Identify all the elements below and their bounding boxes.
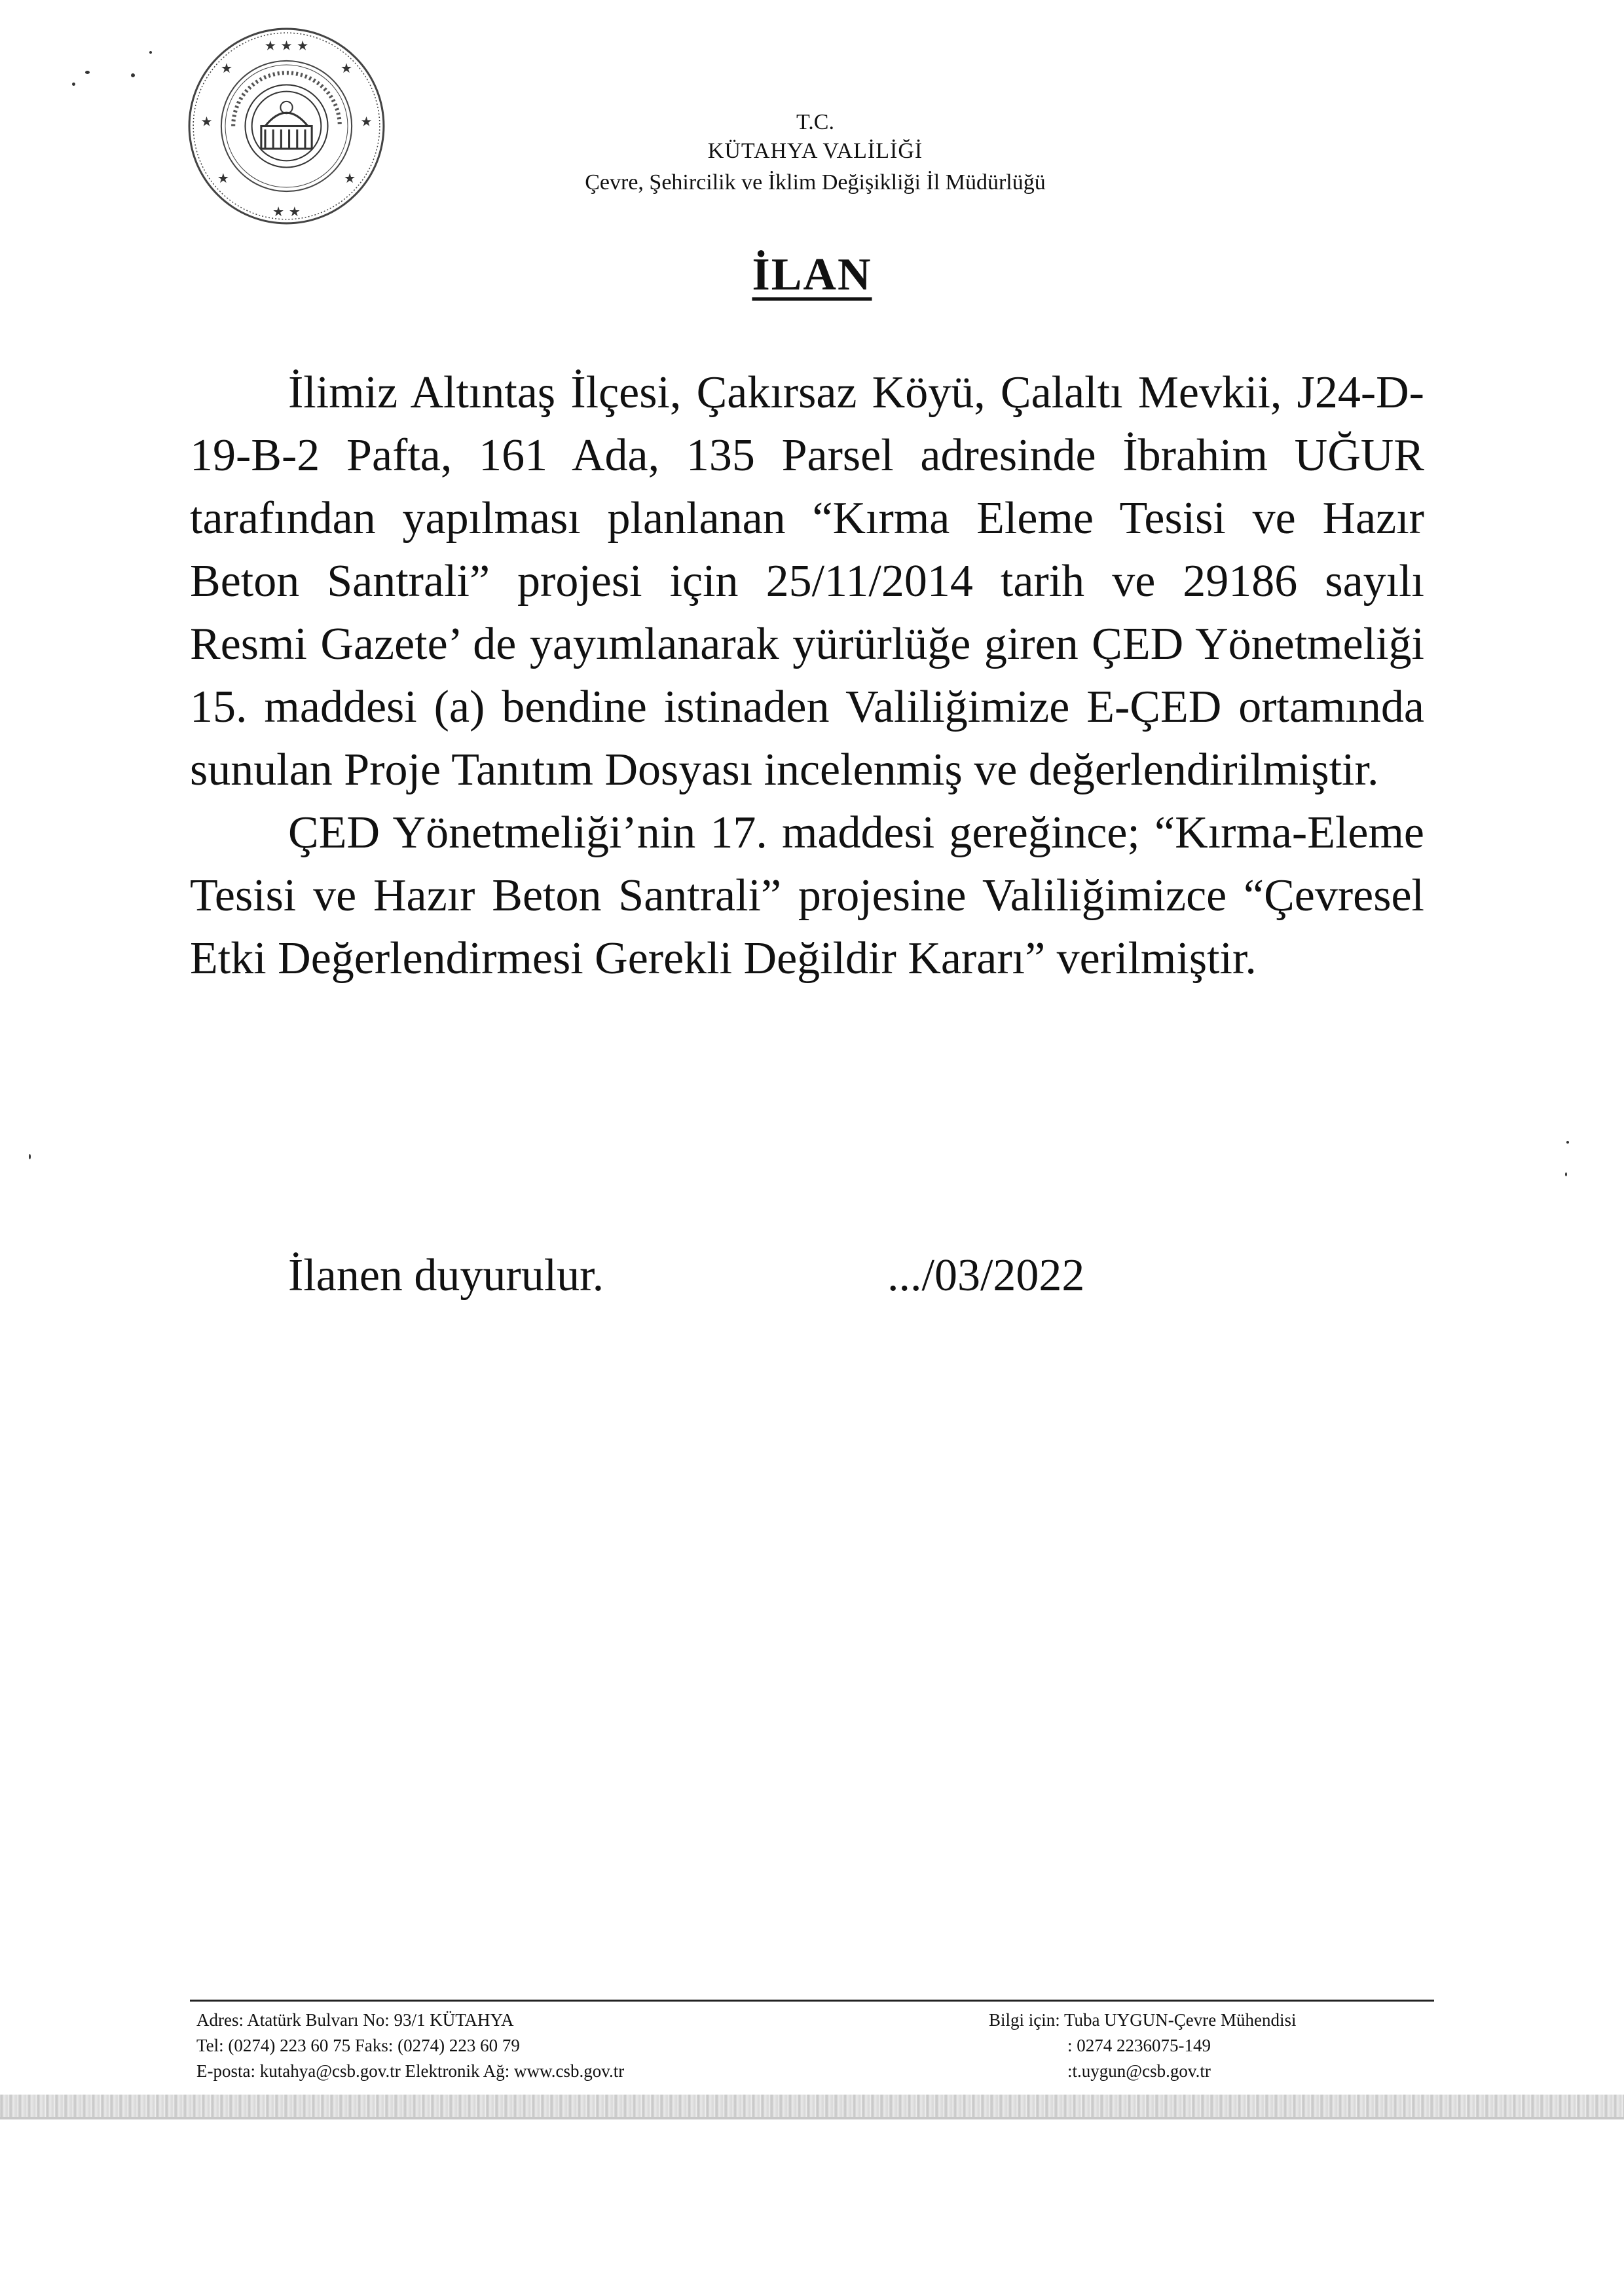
announcement-title-text: İLAN <box>752 250 872 300</box>
scan-speck <box>149 51 152 54</box>
footer-email: E-posta: kutahya@csb.gov.tr Elektronik Ağ: www.csb.gov.tr <box>196 2061 625 2081</box>
body-paragraph-1: İlimiz Altıntaş İlçesi, Çakırsaz Köyü, Çalaltı Mevkii, J24-D-19-B-2 Pafta, 161 Ada, 135 Parsel adresinde İbrahim UĞUR tarafından yapılması planlanan “Kırma Eleme Tesisi ve Hazır Beton Santrali” projesi için 25/11/2014 tarih ve 29186 sayılı Resmi Gazete’ de yayımlanarak yürürlüğe giren ÇED Yönetmeliği 15. maddesi (a) bendine istinaden Valiliğimize E-ÇED ortamında sunulan Proje Tanıtım Dosyası incelenmiş ve değerlendirilmiştir. <box>190 367 1424 795</box>
svg-text:★ ★ ★: ★ ★ ★ <box>264 37 309 54</box>
footer-contact-right <box>989 2007 1447 2084</box>
scan-speck <box>29 1154 31 1159</box>
footer-info-email: :t.uygun@csb.gov.tr <box>1067 2061 1211 2081</box>
footer-contact-left <box>196 2007 851 2084</box>
footer-info-contact: Bilgi için: Tuba UYGUN-Çevre Mühendisi <box>989 2010 1297 2030</box>
announcement-body <box>190 362 1424 990</box>
scan-speck <box>72 83 75 86</box>
svg-text:★: ★ <box>340 60 353 77</box>
header-tc: T.C. <box>796 110 834 134</box>
announcement-title <box>0 249 1624 301</box>
header-governorship: KÜTAHYA VALİLİĞİ <box>707 139 923 163</box>
svg-text:★: ★ <box>360 113 373 130</box>
scan-speck <box>85 71 90 74</box>
svg-text:★: ★ <box>200 113 213 130</box>
scan-speck <box>1566 1141 1569 1144</box>
scan-speck <box>1565 1172 1567 1176</box>
footer-address: Adres: Atatürk Bulvarı No: 93/1 KÜTAHYA <box>196 2010 514 2030</box>
body-paragraph-2: ÇED Yönetmeliği’nin 17. maddesi gereğince; “Kırma-Eleme Tesisi ve Hazır Beton Santrali” projesine Valiliğimizce “Çevresel Etki Değerlendirmesi Gerekli Değildir Kararı” verilmiştir. <box>190 808 1424 984</box>
svg-text:★ ★: ★ ★ <box>272 203 301 219</box>
svg-text:★: ★ <box>343 170 356 186</box>
scanner-edge-line <box>0 2117 1624 2119</box>
closing-date: .../03/2022 <box>887 1250 1085 1301</box>
footer-info-phone: : 0274 2236075-149 <box>1067 2036 1211 2055</box>
closing-line <box>288 1244 1467 1307</box>
svg-text:★: ★ <box>220 60 233 77</box>
svg-text:★: ★ <box>217 170 230 186</box>
footer-divider <box>190 2000 1434 2002</box>
closing-text: İlanen duyurulur. <box>288 1250 604 1301</box>
scanner-edge-band <box>0 2095 1624 2117</box>
header-directorate: Çevre, Şehircilik ve İklim Değişikliği İl Müdürlüğü <box>585 170 1046 195</box>
scan-speck <box>131 73 135 77</box>
footer-phone: Tel: (0274) 223 60 75 Faks: (0274) 223 60 79 <box>196 2036 520 2055</box>
